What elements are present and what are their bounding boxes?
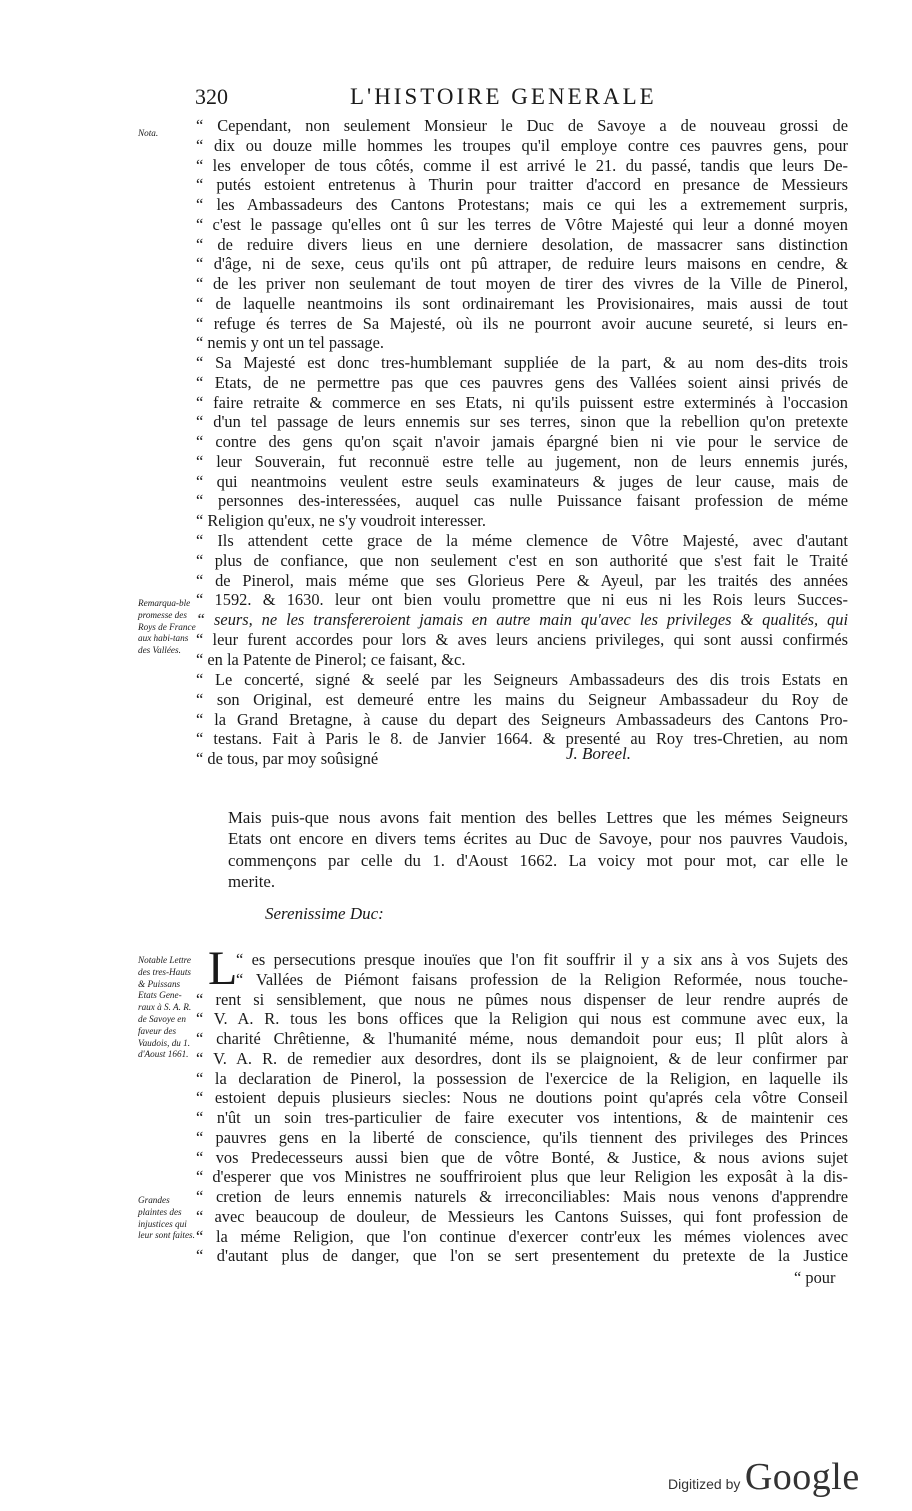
signature: J. Boreel.: [566, 744, 631, 763]
text-line: “ en la Patente de Pinerol; ce faisant, &c.: [196, 649, 466, 669]
text-line: “ refuge és terres de Sa Majesté, où ils ne pourront avoir aucune seureté, si leurs en-: [196, 313, 848, 333]
text-line: “ les enveloper de tous côtés, comme il est arrivé le 21. du passé, tandis que leurs De-: [196, 155, 848, 175]
text-line: “ Sa Majesté est donc tres-humblemant suppliée de la part, & au nom des-dits trois: [196, 353, 848, 372]
text-line: Etats ont encore en divers tems écrites au Duc de Savoye, pour nos pauvres Vaudois,: [228, 829, 848, 849]
text-line: “ Ils attendent cette grace de la méme clemence de Vôtre Majesté, avec d'autant: [196, 531, 848, 550]
text-line: “ Vallées de Piémont faisans profession de la Religion Reformée, nous touche-: [236, 969, 848, 989]
text-line: “ d'autant plus de danger, que l'on se sert presentement du pretexte de la Justice: [196, 1246, 848, 1266]
text-line: “ son Original, est demeuré entre les mains du Seigneur Ambassadeur du Roy de: [196, 689, 848, 709]
page-number: 320: [195, 84, 228, 109]
margin-note-nota: Nota.: [138, 128, 159, 138]
text-line: “ rent si sensiblement, que nous ne pûmes nous dispenser de leur rendre auprés de: [196, 989, 848, 1009]
text-line: “ leur furent accordes pour lors & aves leurs anciens privileges, qui sont aussi confirmés: [196, 629, 848, 649]
drop-cap: L: [208, 942, 238, 995]
text-line: “ d'âge, ni de sexe, ceus qu'ils ont pû attraper, de reduire leurs maisons en cendre, &: [196, 254, 848, 274]
text-line: “ de tous, par moy soûsigné: [196, 749, 379, 768]
text-line: “ c'est le passage qu'elles ont û sur les terres de Vôtre Majesté qui leur a donné moyen: [196, 214, 848, 234]
quoted-block-3: [196, 531, 848, 669]
text-line: “ contre des gens qu'on sçait n'avoir jamais épargné bien ni vie pour le service de: [196, 432, 848, 451]
page-header: [195, 84, 855, 118]
text-line: “ estoient depuis plusieurs siecles: Nous ne doutions point qu'aprés cela vôtre Conseil: [196, 1088, 848, 1108]
text-line: “ de les priver non seulemant de tout moyen de tirer des vivres de la Ville de Pinerol,: [196, 274, 848, 293]
text-line: “ la méme Religion, que l'on continue d'exercer contr'eux les mémes violences avec: [196, 1226, 848, 1246]
text-line: merite.: [228, 872, 276, 892]
text-line: “ de laquelle neantmoins ils sont ordinairemant les Provisionaires, mais aussi de tout: [196, 293, 848, 313]
text-line: “ Etats, de ne permettre pas que ces pauvres gens des Vallées soient ainsi privés de: [196, 372, 848, 392]
text-line: “ les Ambassadeurs des Cantons Protestans; mais ce qui les a extremement surpris,: [196, 195, 848, 214]
text-line: Mais puis-que nous avons fait mention des belles Lettres que les mémes Seigneurs: [228, 808, 848, 827]
text-line: “ n'ût un soin tres-particulier de faire executer vos intentions, & de maintenir ces: [196, 1108, 848, 1127]
text-line: “ Religion qu'eux, ne s'y voudroit interesser.: [196, 511, 486, 530]
text-line: “ V. A. R. de remedier aux desordres, dont ils se plaignoient, & de leur confirmer par: [196, 1048, 848, 1068]
text-line: “ plus de confiance, que non seulement c'est en son authorité que s'est fait le Traité: [196, 550, 848, 570]
watermark-brand: Google: [744, 1456, 860, 1498]
watermark-prefix: Digitized by: [668, 1476, 741, 1492]
letter-salutation: Serenissime Duc:: [265, 904, 384, 923]
text-line: “ es persecutions presque inouïes que l'on fit souffrir il y a six ans à vos Sujets des: [236, 950, 848, 969]
text-line: “ nemis y ont un tel passage.: [196, 333, 384, 353]
running-title: L'HISTOIRE GENERALE: [350, 84, 657, 109]
quoted-block-4: [196, 670, 848, 769]
text-line: “ putés estoient entretenus à Thurin pour traitter d'accord en presance de Messieurs: [196, 175, 848, 195]
text-line: “ leur Souverain, fut reconnuë estre telle au jugement, non de leurs ennemis jurés,: [196, 451, 848, 471]
text-line: “ vos Predecesseurs aussi bien que de vôtre Bonté, & Justice, & nous avions sujet: [196, 1147, 848, 1167]
text-line: “ d'un tel passage de leurs ennemis sur ses terres, sinon que la rebellion qu'on pretexte: [196, 412, 848, 432]
catchword: “ pour: [794, 1268, 836, 1287]
text-line: “ Cependant, non seulement Monsieur le Duc de Savoye a de nouveau grossi de: [196, 116, 848, 135]
text-line: “ testans. Fait à Paris le 8. de Janvier 1664. & presenté au Roy tres-Chretien, au nom: [196, 729, 848, 749]
text-line: “ charité Chrêtienne, & l'humanité méme, nous demandoit pour eus; Il plût alors à: [196, 1029, 848, 1048]
margin-note-remarquable: Remarqua-ble promesse des Roys de France aux habi-tans des Vallées.: [138, 598, 196, 656]
text-line: “ la Grand Bretagne, à cause du depart des Seigneurs Ambassadeurs des Cantons Pro-: [196, 709, 848, 729]
margin-note-notable: Notable Lettre des tres-Hauts & Puissans Etats Gene-raux à S. A. R. de Savoye en faveur des Vaudois, du 1. d'Aoust 1661.: [138, 955, 192, 1060]
text-line: “ qui neantmoins veulent estre seuls examinateurs & juges de leur cause, mais de: [196, 471, 848, 491]
text-line: “ avec beaucoup de douleur, de Messieurs les Cantons Suisses, qui font profession de: [196, 1206, 848, 1226]
text-line: “ V. A. R. tous les bons offices que la Religion qui nous est commune avec eux, la: [196, 1009, 848, 1029]
text-line: “ Le concerté, signé & seelé par les Seigneurs Ambassadeurs des dis trois Estats en: [196, 670, 848, 689]
narrative-paragraph: [228, 807, 848, 893]
text-line: “ personnes des-interessées, auquel cas nulle Puissance faisant profession de méme: [196, 491, 848, 511]
margin-note-grandes: Grandes plaintes des injustices qui leur sont faites.: [138, 1195, 195, 1241]
text-line: “ seurs, ne les transfereroient jamais en autre main qu'avec les privileges & qualités, qui: [196, 610, 848, 629]
text-line: “ faire retraite & commerce en ses Etats, ni qu'ils puissent estre exterminés à l'occasion: [196, 392, 848, 412]
text-line: commençons par celle du 1. d'Aoust 1662. La voicy mot pour mot, car elle le: [228, 850, 848, 870]
text-line: “ cretion de leurs ennemis naturels & irreconciliables: Mais nous venons d'apprendre: [196, 1187, 848, 1206]
text-line: “ d'esperer que vos Ministres ne souffriroient plus que leur Religion les exposât à la dis-: [196, 1167, 848, 1187]
digitized-watermark: [668, 1455, 860, 1499]
text-line: “ 1592. & 1630. leur ont bien voulu promettre que ni eus ni les Rois leurs Succes-: [196, 590, 848, 610]
text-line: “ la declaration de Pinerol, la possession de l'exercice de la Religion, en laquelle ils: [196, 1068, 848, 1088]
quoted-block-2: [196, 353, 848, 531]
text-line: “ pauvres gens en la liberté de conscience, qu'ils tiennent des privileges des Princes: [196, 1127, 848, 1147]
text-line: “ dix ou douze mille hommes les troupes qu'il employe contre ces pauvres gens, pour: [196, 135, 848, 155]
letter-body: [196, 950, 848, 1266]
text-line: “ de reduire divers lieus en une derniere desolation, de massacrer sans distinction: [196, 234, 848, 254]
quoted-block-1: [196, 116, 848, 353]
text-line: “ de Pinerol, mais méme que ses Glorieus Pere & Ayeul, par les traités des années: [196, 570, 848, 590]
